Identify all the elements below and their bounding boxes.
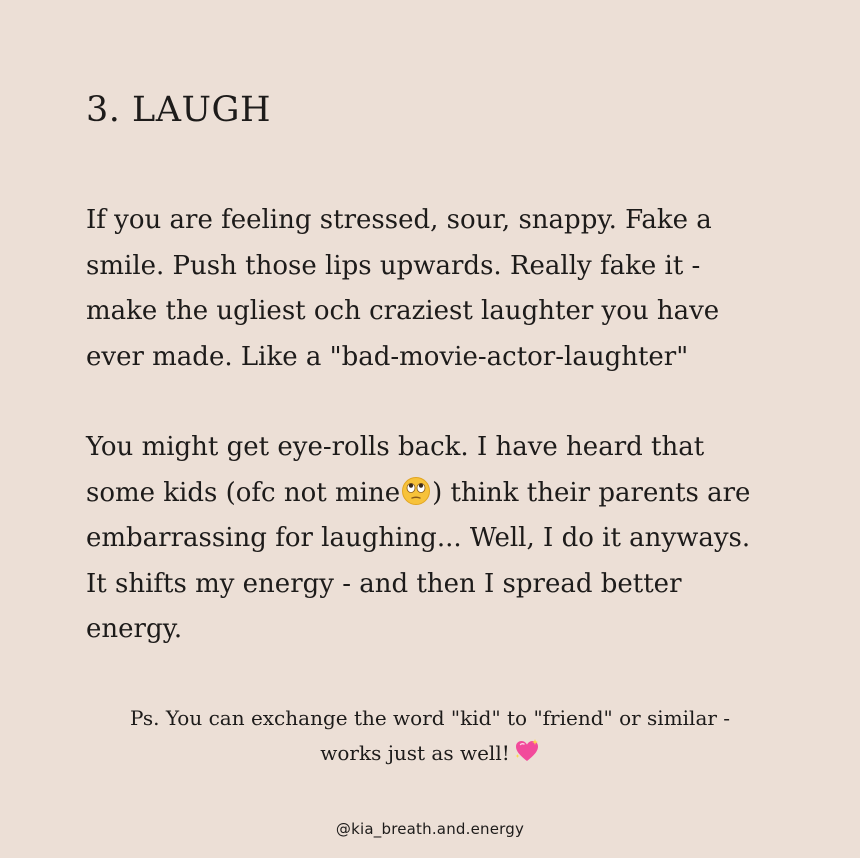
- text-segment: works just as well!: [320, 741, 510, 765]
- text-line: smile. Push those lips upwards. Really fake it -: [86, 250, 701, 281]
- footnote: [0, 701, 860, 771]
- text-line: If you are feeling stressed, sour, snappy. Fake a: [86, 205, 712, 235]
- text-segment: some kids (ofc not mine: [86, 477, 401, 508]
- text-line-with-emoji: [86, 471, 826, 517]
- text-line: embarrassing for laughing... Well, I do it anyways.: [86, 523, 751, 553]
- text-line: You might get eye-rolls back. I have heard that: [86, 432, 705, 462]
- text-line: It shifts my energy - and then I spread better: [86, 568, 682, 599]
- paragraph-fake-laugh: [86, 198, 826, 380]
- author-handle: @kia_breath.and.energy: [335, 820, 525, 838]
- text-segment: ) think their parents are: [432, 477, 751, 508]
- text-line: make the ugliest och craziest laughter you have: [86, 296, 720, 326]
- paragraph-eye-rolls: [86, 425, 826, 653]
- footnote-line: Ps. You can exchange the word "kid" to "friend" or similar -: [129, 706, 731, 730]
- text-line: ever made. Like a "bad-movie-actor-laughter": [86, 341, 689, 372]
- post-heading: 3. LAUGH: [86, 90, 272, 130]
- text-line: energy.: [86, 614, 183, 644]
- footnote-line-with-emoji: [0, 736, 860, 771]
- sparkling-heart-icon: [514, 738, 540, 764]
- eye-roll-emoji-icon: [401, 476, 431, 506]
